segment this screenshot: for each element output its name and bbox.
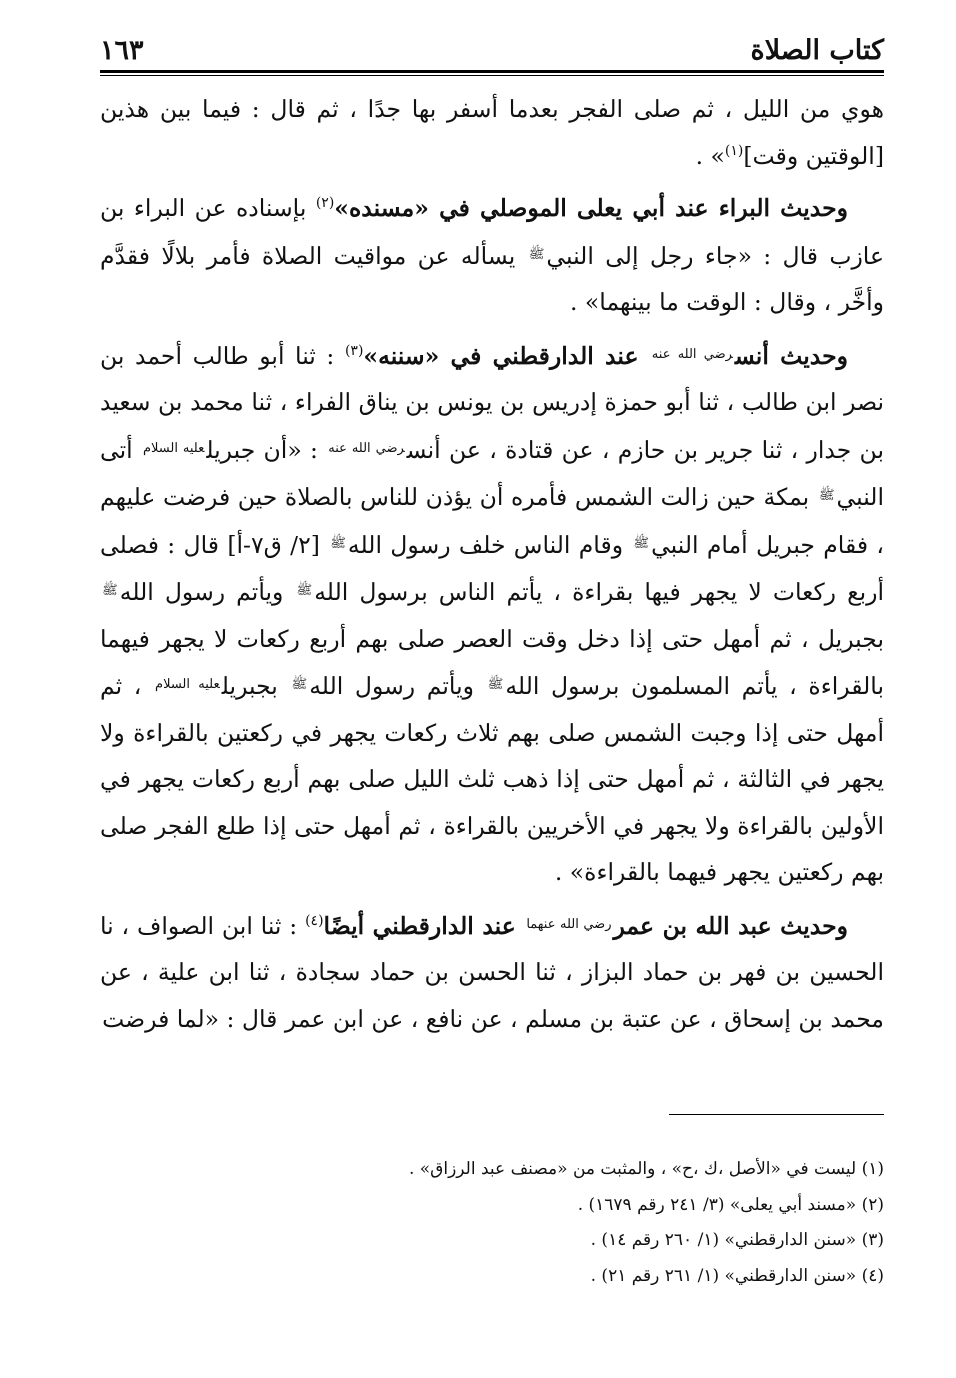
paragraph-1-tail: » .: [695, 141, 725, 170]
salawat-glyph: ﷺ: [330, 535, 346, 551]
footnote-3: (٣) «سنن الدارقطني» (١/ ٢٦٠ رقم ١٤) .: [590, 1230, 884, 1250]
salawat-glyph: ﷺ: [818, 488, 835, 503]
hadith-heading-bara: وحديث البراء عند أبي يعلى الموصلي في «مسنده»: [334, 194, 848, 222]
paragraph-3-text-b: : «أن جبريل: [206, 435, 327, 464]
paragraph-3-text-e: وقام الناس خلف رسول الله: [347, 530, 632, 559]
paragraph-3-text-c: أتى النبي: [100, 435, 884, 511]
paragraph-3-text-a: : ثنا أبو طالب أحمد بن نصر ابن طالب ، ثنا أبو حمزة إدريس بن يونس بن يناق الفراء ، ثنا محمد بن سعيد بن جدار ، ثنا جرير بن حازم ، عن قتادة ، عن أنس: [100, 341, 884, 464]
paragraph-3-text-j: بجبريل: [221, 672, 290, 700]
footnote-ref-2: (٢): [315, 195, 335, 212]
paragraph-2: [100, 185, 884, 326]
paragraph-3: [100, 332, 884, 896]
paragraph-3-text-d: بمكة حين زالت الشمس فأمره أن يؤذن للناس بالصلاة حين فرضت عليهم ، فقام جبريل أمام النبي: [100, 483, 884, 559]
main-text: [100, 86, 884, 1042]
hadith-heading-anas: وحديث أنس: [734, 341, 848, 370]
paragraph-3-text-g: ويأتم رسول الله: [119, 578, 295, 606]
salawat-glyph: ﷺ: [102, 583, 118, 598]
hadith-heading-anas-source: عند الدارقطني في «سننه»: [363, 341, 650, 370]
footnotes: [100, 1152, 884, 1294]
hadith-heading-ibn-umar-source: عند الدارقطني أيضًا: [323, 911, 525, 940]
paragraph-3-text-i: ويأتم رسول الله: [309, 672, 486, 700]
footnote-2: (٢) «مسند أبي يعلى» (٣/ ٢٤١ رقم ١٦٧٩) .: [577, 1194, 884, 1215]
paragraph-4-text: : ثنا ابن الصواف ، نا الحسين بن فهر بن حماد البزاز ، ثنا الحسن بن حماد سجادة ، ثنا ابن علية ، عن محمد بن إسحاق ، عن عتبة بن مسلم ، عن نافع ، عن ابن عمر قال : «لما فرضت: [100, 911, 884, 1033]
salawat-glyph: ﷺ: [528, 246, 545, 262]
salawat-glyph: ﷺ: [296, 583, 313, 598]
footnote-ref-3: (٣): [344, 342, 364, 359]
footnote-ref-4: (٤): [305, 912, 324, 929]
paragraph-3-text-f: قال : فصلى أربع ركعات لا يجهر فيها بقراءة ، يأتم الناس برسول الله: [100, 530, 884, 606]
salawat-glyph: ﷺ: [291, 677, 308, 692]
header-rule: [100, 70, 884, 73]
paragraph-1: [100, 86, 884, 179]
footnote-4: (٤) «سنن الدارقطني» (١/ ٢٦١ رقم ٢١) .: [590, 1265, 884, 1286]
book-page: [100, 22, 884, 1358]
paragraph-3-text-h: بجبريل ، ثم أمهل حتى إذا دخل وقت العصر صلى بهم أربع ركعات لا يجهر فيهما بالقراءة ، يأتم المسلمون برسول الله: [100, 624, 884, 700]
paragraph-4: [100, 902, 884, 1043]
manuscript-marker: [٢/ ق٧-أ]: [227, 530, 320, 559]
paragraph-2-text-a: بإسناده عن البراء بن عازب قال : «جاء رجل إلى النبي: [100, 194, 884, 270]
salawat-glyph: ﷺ: [633, 535, 650, 551]
radiallahu-glyph: رضي الله عنه: [328, 440, 405, 456]
page-header: [100, 22, 884, 66]
alayhis-salam-glyph: عليه السلام: [155, 677, 220, 692]
hadith-heading-ibn-umar: وحديث عبد الله بن عمر: [613, 911, 848, 940]
footnote-separator: [669, 1114, 884, 1115]
paragraph-3-text-k: ، ثم أمهل حتى إذا وجبت الشمس صلى بهم ثلاث ركعات يجهر في ركعتين بالقراءة ولا يجهر في الثالثة ، ثم أمهل حتى إذا ذهب ثلث الليل صلى بهم أربع ركعات يجهر في الأولين بالقراءة ولا يجهر في الأخريين بالقراءة ، ثم أمهل حتى إذا طلع الفجر صلى بهم ركعتين يجهر فيهما بالقراءة» .: [100, 672, 884, 886]
footnote-1: (١) ليست في «الأصل ،ك ،ح» ، والمثبت من «مصنف عبد الرزاق» .: [408, 1159, 884, 1179]
header-rule-thin: [100, 75, 884, 76]
alayhis-salam-glyph: عليه السلام: [142, 440, 205, 456]
salawat-glyph: ﷺ: [487, 677, 504, 692]
chapter-title: كتاب الصلاة: [750, 35, 884, 66]
page-number: ١٦٣: [100, 35, 144, 66]
paragraph-1-text: هوي من الليل ، ثم صلى الفجر بعدما أسفر بها جدًا ، ثم قال : فيما بين هذين [الوقتين وقت]: [100, 95, 884, 170]
paragraph-2-text-b: يسأله عن مواقيت الصلاة فأمر بلالًا فقدَّم وأخَّر ، وقال : الوقت ما بينهما» .: [100, 241, 884, 316]
radiallahu-glyph: رضي الله عنه: [651, 346, 733, 362]
footnote-ref-1: (١): [724, 142, 744, 159]
radiallahu-anhuma-glyph: رضي الله عنهما: [526, 916, 612, 932]
